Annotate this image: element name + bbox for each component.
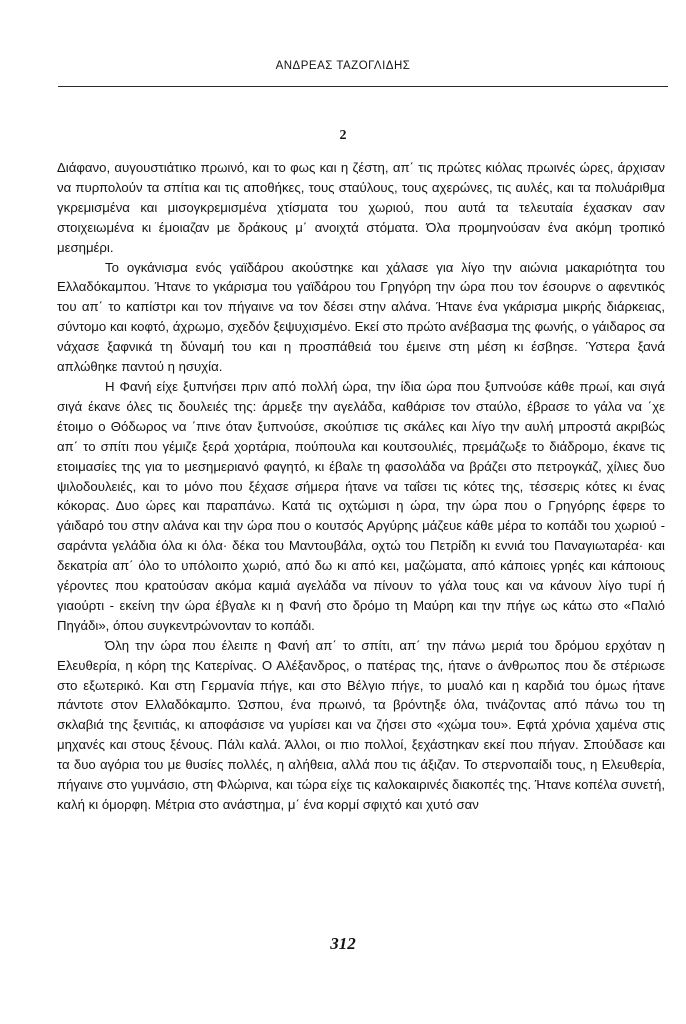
page-number: 312 — [330, 934, 356, 953]
chapter-number: 2 — [339, 128, 347, 143]
paragraph-4: Όλη την ώρα που έλειπε η Φανή απ΄ το σπίτι, απ΄ την πάνω μεριά του δρόμου ερχόταν η Ελευθερία, η κόρη της Κατερίνας. Ο Αλέξανδρος, ο πατέρας της, ήτανε ο άνθρωπος που δε στέριωσε στο εξωτερικό. Και στη Γερμανία πήγε, και στο Βέλγιο πήγε, το μυαλό και η καρδιά του όμως ήτανε πάντοτε στον Ελλαδόκαμπο. Ώσπου, ένα πρωινό, τα βρόντηξε όλα, τινάζοντας από πάνω του τη σκλαβιά της ξενιτιάς, κι αποφάσισε να γυρίσει και να ζήσει στο «χώμα του». Εφτά χρόνια χαμένα στις μηχανές και στους ξένους. Πάλι καλά. Άλλοι, οι πιο πολλοί, ξεχάστηκαν εκεί που πήγαν. Σπούδασε και τα δυο αγόρια του με θυσίες πολλές, η αλήθεια, αλλά που τις άξιζαν. Το στερνοπαίδι τους, η Ελευθερία, πήγαινε στο γυμνάσιο, στη Φλώρινα, και τώρα είχε τις καλοκαιρινές διακοπές της. Ήτανε κοπέλα συνετή, καλή κι όμορφη. Μέτρια στο ανάστημα, μ΄ ένα κορμί σφιχτό και χυτό σαν — [57, 637, 665, 812]
body-text — [57, 158, 665, 815]
header-rule — [58, 86, 668, 87]
running-head-author: ΑΝΔΡΕΑΣ ΤΑΖΟΓΛΙΔΗΣ — [275, 60, 411, 72]
paragraph-1: Διάφανο, αυγουστιάτικο πρωινό, και το φως και η ζέστη, απ΄ τις πρώτες κιόλας πρωινές ώρες, άρχισαν να πυρπολούν τα σπίτια και τις αποθήκες, τους σταύλους, τους αχερώνες, τις αυλές, και τα πολυάριθμα γκρεμισμένα και μισογκρεμισμένα χτίσματα του χωριού, που αυτά τα τελευταία έχασκαν σαν στοιχειωμένα κι έμοιαζαν με δράκους μ΄ ανοιχτά στόματα. Όλα προμηνούσαν ένα ακόμη τροπικό μεσημέρι. — [57, 160, 665, 255]
paragraph-2: Το ογκάνισμα ενός γαϊδάρου ακούστηκε και χάλασε για λίγο την αιώνια μακαριότητα του Ελλαδόκαμπου. Ήτανε το γκάρισμα του γαϊδάρου του Γρηγόρη την ώρα που τον έσουρνε ο αφεντικός του απ΄ το καπίστρι και τον πήγαινε να τον δέσει στην αλάνα. Ήτανε ένα γκάρισμα μικρής διάρκειας, σύντομο και κοφτό, άχρωμο, σχεδόν ξεψυχισμένο. Εκεί στο πρώτο ανέβασμα της φωνής, ο γάιδαρος σα νάχασε ξαφνικά τη δύναμή του και η προσπάθειά του έμεινε στη μέση κι έσβησε. Ύστερα ξανά απλώθηκε παντού η ησυχία. — [57, 259, 665, 375]
paragraph-3: Η Φανή είχε ξυπνήσει πριν από πολλή ώρα, την ίδια ώρα που ξυπνούσε κάθε πρωί, και σιγά σιγά έκανε όλες τις δουλειές της: άρμεξε την αγελάδα, καθάρισε τον σταύλο, έβρασε το γάλα να ΄χε έτοιμο ο Θόδωρος να ΄πινε όταν ξυπνούσε, σκούπισε τις σκάλες και λίγο την αυλή μπροστά ακριβώς απ΄ το σπίτι που γέμιζε ξερά χορτάρια, πούπουλα και κουτσουλιές, πρεμάζωξε το διάδρομο, έκανε τις ετοιμασίες της για το μεσημεριανό φαγητό, κι έβαλε τη φασολάδα να βράζει στο πετρογκάζ, χίλιες δυο ψιλοδουλειές, και το μόνο που ξέχασε σήμερα ήτανε να ταΐσει τις κότες της, τέσσερις κότες κι ένας κόκορας. Δυο ώρες και παραπάνω. Κατά τις οχτώμισι η ώρα, την ώρα που ο Γρηγόρης έφερε το γάιδαρό του στην αλάνα και την ώρα που ο κουτσός Αργύρης μάζευε κάθε μέρα το κοπάδι του χωριού - σαράντα γελάδια όλα κι όλα· δέκα του Μαντουβάλα, οχτώ του Πετρίδη κι εννιά του Παναγιωταρέα· και δεκατρία απ΄ όλο το υπόλοιπο χωριό, από δω κι από κει, μαζώματα, από κάποιες γρηές και κάποιους γέροντες που κρατούσαν ακόμα καμιά αγελάδα να πίνουν το γάλα τους και να κάνουν λίγο τυρί ή γιαούρτι - εκείνη την ώρα έβγαλε κι η Φανή στο δρόμο τη Μαύρη και την πήγε ως κάτω στο «Παλιό Πηγάδι», όπου συγκεντρώνονταν το κοπάδι. — [57, 378, 665, 633]
